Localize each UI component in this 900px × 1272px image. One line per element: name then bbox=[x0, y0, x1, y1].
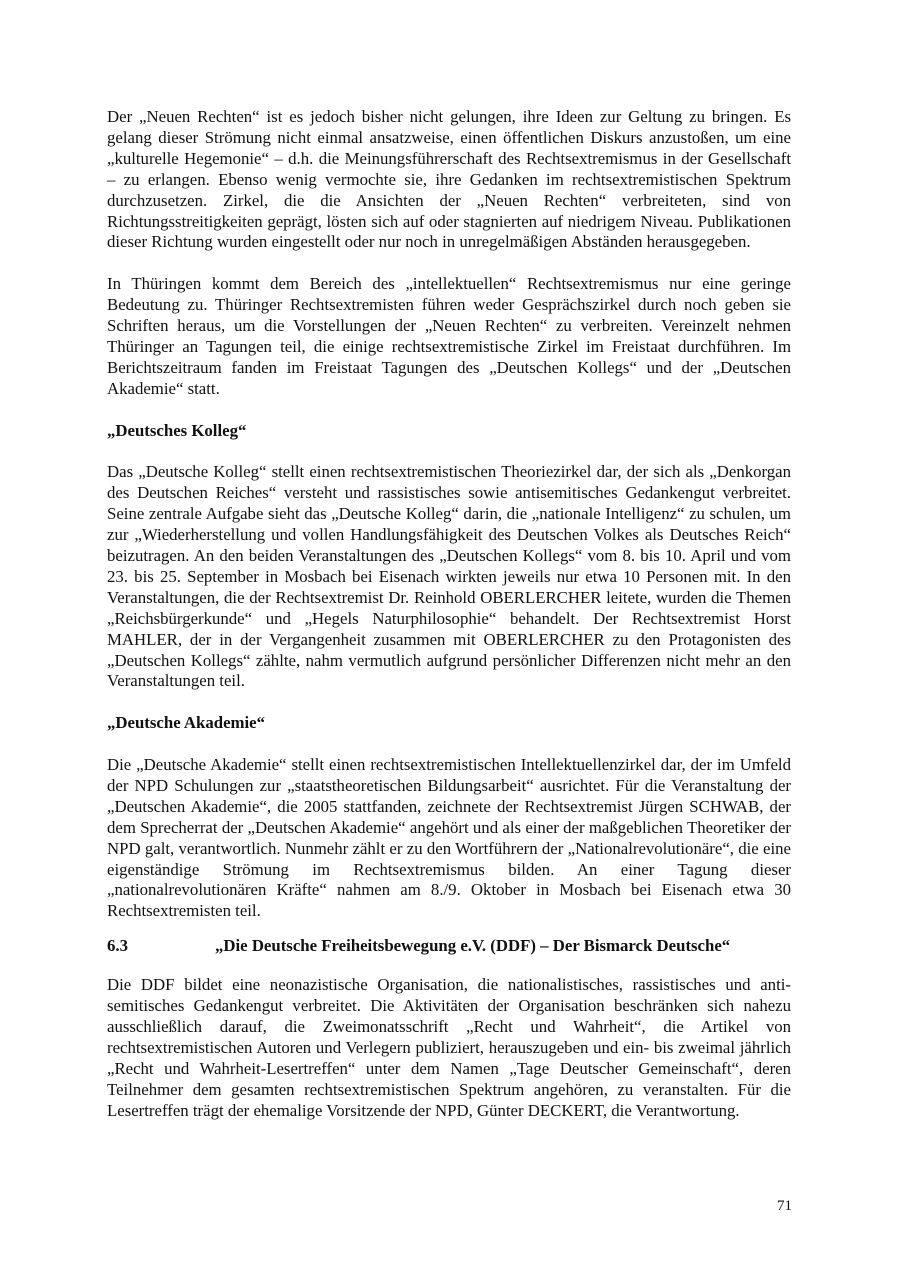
heading-deutsches-kolleg: „Deutsches Kolleg“ bbox=[107, 420, 247, 440]
page-body bbox=[107, 107, 791, 1122]
paragraph-ddf: Die DDF bildet eine neonazistische Organisation, die nationalistisches, rassistisches und antisemitisches Gedankengut verbreitet. Die Aktivitäten der Organisation beschränken sich nahezu ausschließlich darauf, die Zweimonatsschrift „Recht und Wahrheit“, die Artikel von rechtsextremistischen Autoren und Verlegern publiziert, herauszugeben und ein- bis zweimal jährlich „Recht und Wahrheit-Lesertreffen“ unter dem Namen „Tage Deutscher Gemeinschaft“, deren Teilnehmer dem gesamten rechtsextremistischen Spektrum angehören, zu veranstalten. Für die Lesertreffen trägt der ehemalige Vorsitzende der NPD, Günter DECKERT, die Verantwortung. bbox=[107, 975, 791, 1120]
paragraph-deutsches-kolleg: Das „Deutsche Kolleg“ stellt einen rechtsextremistischen Theoriezirkel dar, der sich als „Denkorgan des Deutschen Reiches“ versteht und rassistisches sowie antisemitisches Gedankengut verbreitet. Seine zentrale Aufgabe sieht das „Deutsche Kolleg“ darin, die „nationale Intelligenz“ zu schulen, um zur „Wiederherstellung und vollen Handlungsfähigkeit des Deutschen Volkes als Deutsches Reich“ beizutragen. An den beiden Veranstaltungen des „Deutschen Kollegs“ vom 8. bis 10. April und vom 23. bis 25. September in Mosbach bei Eisenach wirkten jeweils nur etwa 10 Personen mit. In den Veranstaltungen, die der Rechtsextremist Dr. Reinhold OBERLERCHER leitete, wurden die Themen „Reichsbürgerkunde“ und „Hegels Naturphilosophie“ behandelt. Der Rechtsextremist Horst MAHLER, der in der Vergangenheit zusammen mit OBERLERCHER zu den Protagonisten des „Deutschen Kollegs“ zählte, nahm vermutlich aufgrund persönlicher Differenzen nicht mehr an den Veranstaltungen teil. bbox=[107, 462, 791, 691]
paragraph-thueringen: In Thüringen kommt dem Bereich des „intellektuellen“ Rechtsextremismus nur eine geringe Bedeutung zu. Thüringer Rechtsextremisten führen weder Gesprächszirkel durch noch geben sie Schriften heraus, um die Vorstellungen der „Neuen Rechten“ zu verbreiten. Vereinzelt nehmen Thüringer an Tagungen teil, die einige rechtsextremistische Zirkel im Freistaat durchführen. Im Berichtszeitraum fanden im Freistaat Tagungen des „Deutschen Kollegs“ und der „Deutschen Akademie“ statt. bbox=[107, 274, 791, 398]
section-number: 6.3 bbox=[107, 936, 128, 956]
paragraph-neue-rechte: Der „Neuen Rechten“ ist es jedoch bisher nicht gelungen, ihre Ideen zur Geltung zu bringen. Es gelang dieser Strömung nicht einmal ansatzweise, einen öffentlichen Diskurs anzustoßen, um eine „kulturelle Hegemonie“ – d.h. die Meinungsführerschaft des Rechtsextremismus in der Gesellschaft – zu erlangen. Ebenso wenig vermochte sie, ihre Gedanken im rechtsextremistischen Spektrum durchzusetzen. Zirkel, die die Ansichten der „Neuen Rechten“ verbreiteten, sind von Richtungsstreitigkeiten geprägt, lösten sich auf oder stagnierten auf niedrigem Niveau. Publikationen dieser Richtung wurden eingestellt oder nur noch in unregelmäßigen Abständen herausgegeben. bbox=[107, 107, 791, 252]
heading-deutsche-akademie: „Deutsche Akademie“ bbox=[107, 713, 266, 733]
paragraph-deutsche-akademie: Die „Deutsche Akademie“ stellt einen rechtsextremistischen Intellektuellenzirkel dar, der im Umfeld der NPD Schulungen zur „staatstheoretischen Bildungsarbeit“ ausrichtet. Für die Veranstaltung der „Deutschen Akademie“, die 2005 stattfanden, zeichnete der Rechtsextremist Jürgen SCHWAB, der dem Sprecherrat der „Deutschen Akademie“ angehört und als einer der maßgeblichen Theoretiker der NPD galt, verantwortlich. Nunmehr zählt er zu den Wortführern der „Nationalrevolutionäre“, die eine eigenständige Strömung im Rechtsextremismus bilden. An einer Tagung dieser „nationalrevolutionären Kräfte“ nahmen am 8./9. Oktober in Mosbach bei Eisenach etwa 30 Rechtsextremisten teil. bbox=[107, 755, 791, 921]
section-title: „Die Deutsche Freiheitsbewegung e.V. (DDF) – Der Bismarck Deutsche“ bbox=[215, 936, 731, 956]
section-heading-ddf bbox=[107, 936, 791, 957]
page-number: 71 bbox=[777, 1198, 792, 1214]
